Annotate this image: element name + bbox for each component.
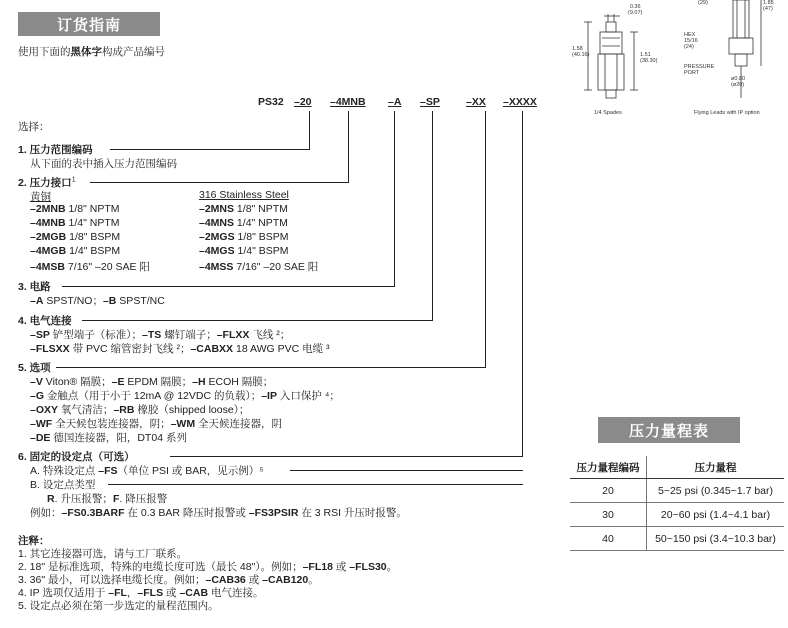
section-6-b: B. 设定点类型 (30, 479, 96, 491)
dim-left-height: 1.58 (40.16) (572, 46, 590, 58)
brass-header: 黄铜 (30, 191, 51, 203)
table-row (570, 479, 784, 503)
pressure-range-table (570, 456, 784, 551)
ss-item: –2MGS 1/8" BSPM (199, 231, 289, 243)
ss-item: –4MNS 1/4" NPTM (199, 217, 288, 229)
dim-top-right: 1.85 (47) (763, 0, 774, 12)
connector-line-6v (522, 111, 523, 457)
connector-line-6h (170, 456, 523, 457)
section-1-title: 1. 压力范围编码 (18, 144, 93, 156)
table-header-row (570, 456, 784, 479)
cell-range: 20~60 psi (1.4~4.1 bar) (647, 503, 785, 527)
header-title: 订货指南 (56, 16, 121, 34)
section-6-example: 例如：–FS0.3BARF 在 0.3 BAR 降压时报警或 –FS3PSIR 在 3 RSI 升压时报警。 (30, 507, 407, 519)
section-5-line-4: –WF 全天候包装连接器，阴；–WM 全天候连接器，阴 (30, 418, 283, 430)
section-6-title: 6. 固定的设定点（可选） (18, 451, 135, 463)
code-part-base: PS32 (258, 96, 284, 108)
drawing-caption-flying-leads: Flying Leads with IP option (694, 110, 760, 116)
ss-item: –4MGS 1/4" BSPM (199, 245, 289, 257)
section-5-line-3: –OXY 氧气清洁；–RB 橡胶（shipped loose）； (30, 404, 250, 416)
note-2: 2. 18" 是标准选项，特殊的电缆长度可选（最长 48"）。例如；–FL18 或 –FLS30。 (18, 561, 398, 573)
connector-line-2h (90, 182, 349, 183)
cell-code: 40 (570, 527, 647, 551)
header-subtitle: 使用下面的黑体字构成产品编号 (18, 46, 165, 58)
note-5: 5. 设定点必须在第一步选定的量程范围内。 (18, 600, 219, 612)
table-row (570, 527, 784, 551)
code-part-setpoint: –XXXX (503, 96, 537, 108)
switch-drawing-flying-leads (715, 0, 775, 112)
section-1-desc: 从下面的表中插入压力范围编码 (30, 158, 177, 170)
select-label: 选择： (18, 121, 50, 133)
code-part-circuit: –A (388, 96, 402, 108)
column-header-range: 压力量程 (647, 456, 785, 479)
ss-item: –4MSS 7/16" –20 SAE 阳 (199, 261, 319, 273)
connector-line-4h (82, 320, 433, 321)
table-row (570, 503, 784, 527)
connector-line-1h (110, 149, 310, 150)
column-header-code: 压力量程编码 (570, 456, 647, 479)
dim-top-left: (29) (698, 0, 708, 6)
section-4-title: 4. 电气连接 (18, 315, 72, 327)
connector-line-3v (394, 111, 395, 287)
section-5-line-2: –G 金触点（用于小于 12mA @ 12VDC 的负载）；–IP 入口保护 ⁴； (30, 390, 340, 402)
section-6-a: A. 特殊设定点 –FS（单位 PSI 或 BAR，见示例）⁵ (30, 465, 264, 477)
dim-top-width: 0.36 (9.07) (628, 4, 643, 16)
cell-code: 30 (570, 503, 647, 527)
section-5-title: 5. 选项 (18, 362, 51, 374)
connector-line-3h (62, 286, 395, 287)
stainless-header: 316 Stainless Steel (199, 189, 289, 201)
note-4: 4. IP 选项仅适用于 –FL，–FLS 或 –CAB 电气连接。 (18, 587, 264, 599)
code-part-options: –XX (466, 96, 486, 108)
section-4-line-1: –SP 铲型端子（标准）；–TS 螺钉端子；–FLXX 飞线 ²； (30, 329, 291, 341)
drawing-caption-spades: 1/4 Spades (594, 110, 622, 116)
connector-line-6a (290, 470, 523, 471)
section-5-line-5: –DE 德国连接器，阳，DT04 系列 (30, 432, 187, 444)
ss-item: –2MNS 1/8" NPTM (199, 203, 288, 215)
notes-title: 注释： (18, 535, 50, 547)
ordering-guide-header (18, 12, 160, 36)
brass-item: –2MNB 1/8" NPTM (30, 203, 120, 215)
pressure-table-title: 压力量程表 (628, 422, 709, 440)
brass-item: –4MSB 7/16" –20 SAE 阳 (30, 261, 150, 273)
section-4-line-2: –FLSXX 带 PVC 缩管密封飞线 ²；–CABXX 18 AWG PVC 电缆 ³ (30, 343, 330, 355)
dim-pressure-port: PRESSURE PORT (684, 64, 715, 76)
connector-line-6b (108, 484, 523, 485)
connector-line-5h (56, 367, 486, 368)
cell-range: 50~150 psi (3.4~10.3 bar) (647, 527, 785, 551)
connector-line-5v (485, 111, 486, 368)
connector-line-4v (432, 111, 433, 321)
code-part-connection: –SP (420, 96, 440, 108)
dim-right-height: 1.51 (38.30) (640, 52, 658, 64)
brass-item: –4MNB 1/4" NPTM (30, 217, 120, 229)
section-3-title: 3. 电路 (18, 281, 51, 293)
brass-item: –2MGB 1/8" BSPM (30, 231, 121, 243)
cell-range: 5~25 psi (0.345~1.7 bar) (647, 479, 785, 503)
code-part-port: –4MNB (330, 96, 366, 108)
section-3-options: –A SPST/NO；–B SPST/NC (30, 295, 165, 307)
section-2-title: 2. 压力接口$^1$ (18, 176, 76, 189)
note-3: 3. 36" 最小，可以选择电缆长度。例如；–CAB36 或 –CAB120。 (18, 574, 319, 586)
dim-hex: HEX 15/16 (24) (684, 32, 698, 50)
code-part-range: –20 (294, 96, 312, 108)
section-5-line-1: –V Viton® 隔膜；–E EPDM 隔膜；–H ECOH 隔膜； (30, 376, 274, 388)
connector-line-2v (348, 111, 349, 183)
pressure-table-header (598, 417, 740, 443)
connector-line-1v (309, 111, 310, 150)
brass-item: –4MGB 1/4" BSPM (30, 245, 121, 257)
note-1: 1. 其它连接器可选，请与工厂联系。 (18, 548, 188, 560)
section-6-types: R. 升压报警；F. 降压报警 (47, 493, 168, 505)
dim-diameter: ø0.80 (ø20) (731, 76, 746, 88)
cell-code: 20 (570, 479, 647, 503)
